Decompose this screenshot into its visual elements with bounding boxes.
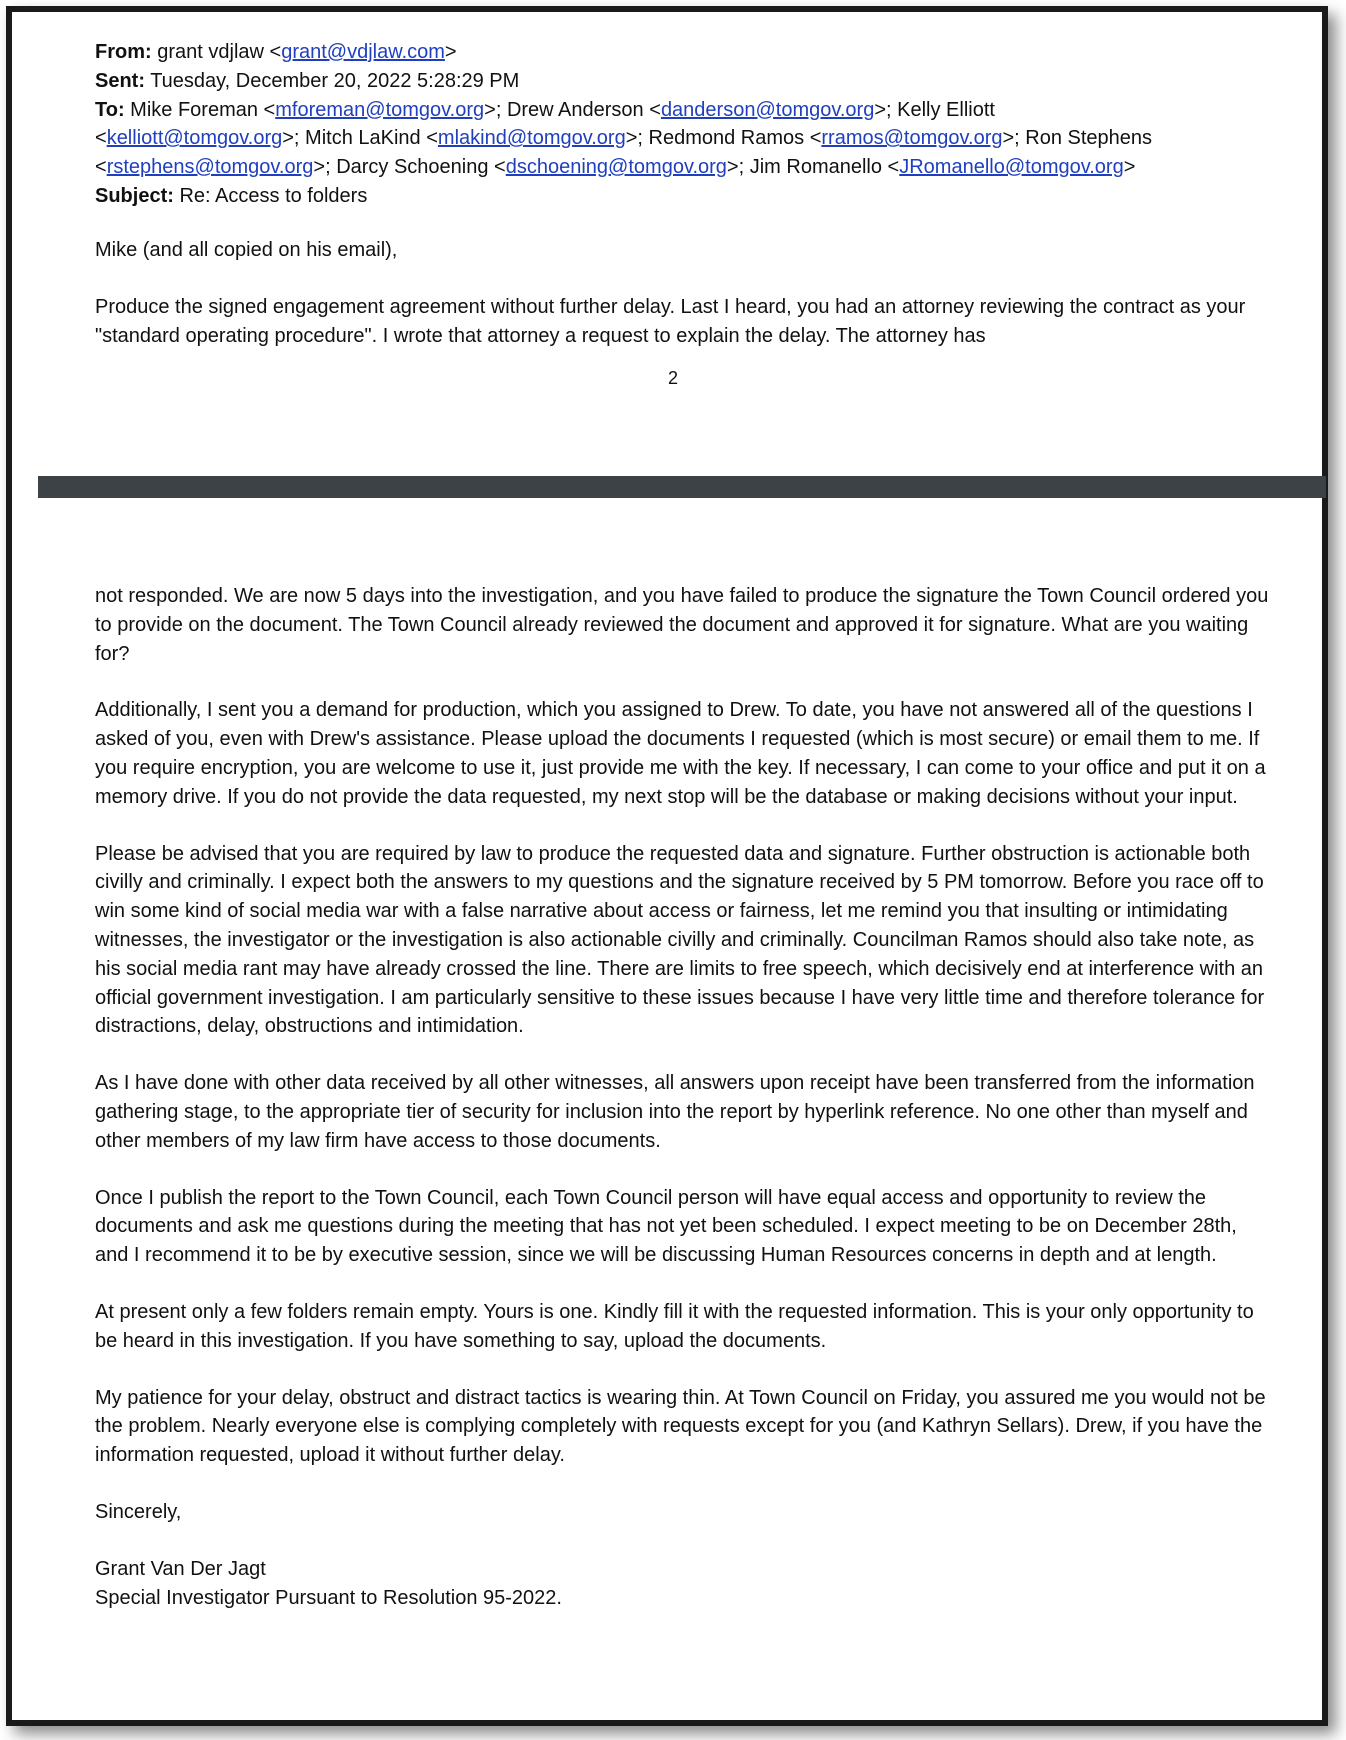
sent-label: Sent: [95,69,145,92]
from-label: From: [95,41,152,63]
from-name: grant vdjlaw [157,41,264,63]
page-2 [12,498,1322,1726]
recipient-name: Drew Anderson [506,98,644,121]
recipient-email-link[interactable]: mforeman@tomgov.org [275,98,485,121]
to-line-1: To: Mike Foreman <mforeman@tomgov.org>; Drew Anderson <danderson@tomgov.org>; Kelly Elliott [95,98,995,121]
closing: Sincerely, [95,1500,182,1523]
recipient-email-link[interactable]: danderson@tomgov.org [660,98,875,121]
recipient-name: Mitch LaKind [305,127,421,150]
paragraph: At present only a few folders remain empty. Yours is one. Kindly fill it with the requested information. This is your only opportunity to be heard in this investigation. If you have something to say, upload the documents. [95,1300,1254,1352]
from-line: From: grant vdjlaw <grant@vdjlaw.com> [95,41,457,63]
recipient-email-link[interactable]: rstephens@tomgov.org [106,156,314,179]
recipient-email-link[interactable]: rramos@tomgov.org [821,127,1003,150]
paragraph: Once I publish the report to the Town Council, each Town Council person will have equal access and opportunity to review the documents and ask me questions during the meeting that has not yet been scheduled. I expect meeting to be on December 28th, and I recommend it to be by executive session, since we will be discussing Human Resources concerns in depth and at length. [95,1186,1237,1267]
recipient-name: Mike Foreman [130,98,258,121]
sent-line [95,67,1270,96]
paragraph: As I have done with other data received by all other witnesses, all answers upon receipt have been transferred from the information gathering stage, to the appropriate tier of security for inclusion into the report by hyperlink reference. No one other than myself and other members of my law firm have access to those documents. [95,1072,1255,1152]
document-frame [6,6,1328,1726]
salutation: Mike (and all copied on his email), [95,239,398,261]
recipient-name: Ron Stephens [1025,127,1153,150]
recipient-email-link[interactable]: mlakind@tomgov.org [437,127,626,150]
to-line-3: <rstephens@tomgov.org>; Darcy Schoening <dschoening@tomgov.org>; Jim Romanello <JRomanello@tomgov.org> [95,156,1136,179]
paragraph: not responded. We are now 5 days into the investigation, and you have failed to produce the signature the Town Council ordered you to provide on the document. The Town Council already reviewed the document and approved it for signature. What are you waiting for? [95,585,1269,665]
from-email-link[interactable]: grant@vdjlaw.com [281,41,445,63]
subject-value: Re: Access to folders [179,184,368,207]
recipient-name: Darcy Schoening [336,156,489,179]
to-label: To: [95,98,125,121]
page-2-body [95,582,1270,1612]
recipient-email-link[interactable]: kelliott@tomgov.org [106,127,283,150]
recipient-name: Redmond Ramos [648,127,805,150]
page-1-body [95,236,1270,378]
paragraph: My patience for your delay, obstruct and distract tactics is wearing thin. At Town Council on Friday, you assured me you would not be the problem. Nearly everyone else is complying completely with requests except for you (and Kathryn Sellars). Drew, if you have the information requested, upload it without further delay. [95,1386,1266,1467]
recipient-name: Jim Romanello [749,156,882,179]
email-header [95,38,1270,211]
signature-block [95,1555,1270,1613]
signature-title: Special Investigator Pursuant to Resolution 95-2022. [95,1586,562,1609]
paragraph: Produce the signed engagement agreement without further delay. Last I heard, you had an attorney reviewing the contract as your "standard operating procedure". I wrote that attorney a request to explain the delay. The attorney has [95,295,1246,347]
paragraph: Please be advised that you are required by law to produce the requested data and signature. Further obstruction is actionable both civilly and criminally. I expect both the answers to my questions and the signature received by 5 PM tomorrow. Before you race off to win some kind of social media war with a false narrative about access or fairness, let me remind you that insulting or intimidating witnesses, the investigator or the investigation is also actionable civilly and criminally. Councilman Ramos should also take note, as his social media rant may have already crossed the line. There are limits to free speech, which decisively end at interference with an official government investigation. I am particularly sensitive to these issues because I have very little time and therefore tolerance for distractions, delay, obstructions and intimidation. [95,842,1265,1038]
to-line-2: <kelliott@tomgov.org>; Mitch LaKind <mlakind@tomgov.org>; Redmond Ramos <rramos@tomgov.org>; Ron Stephens [95,127,1153,150]
recipient-email-link[interactable]: JRomanello@tomgov.org [899,156,1124,179]
recipient-name: Kelly Elliott [897,98,995,121]
sent-value: Tuesday, December 20, 2022 5:28:29 PM [150,69,520,92]
page-1 [12,12,1322,476]
subject-line [95,182,1270,211]
subject-label: Subject: [95,184,174,207]
page-number: 2 [667,368,678,388]
recipient-email-link[interactable]: dschoening@tomgov.org [505,156,727,179]
signature-name: Grant Van Der Jagt [95,1557,266,1580]
page-separator [38,476,1326,498]
paragraph: Additionally, I sent you a demand for production, which you assigned to Drew. To date, you have not answered all of the questions I asked of you, even with Drew's assistance. Please upload the documents I requested (which is most secure) or email them to me. If you require encryption, you are welcome to use it, just provide me with the key. If necessary, I can come to your office and put it on a memory drive. If you do not provide the data requested, my next stop will be the database or making decisions without your input. [95,699,1266,808]
